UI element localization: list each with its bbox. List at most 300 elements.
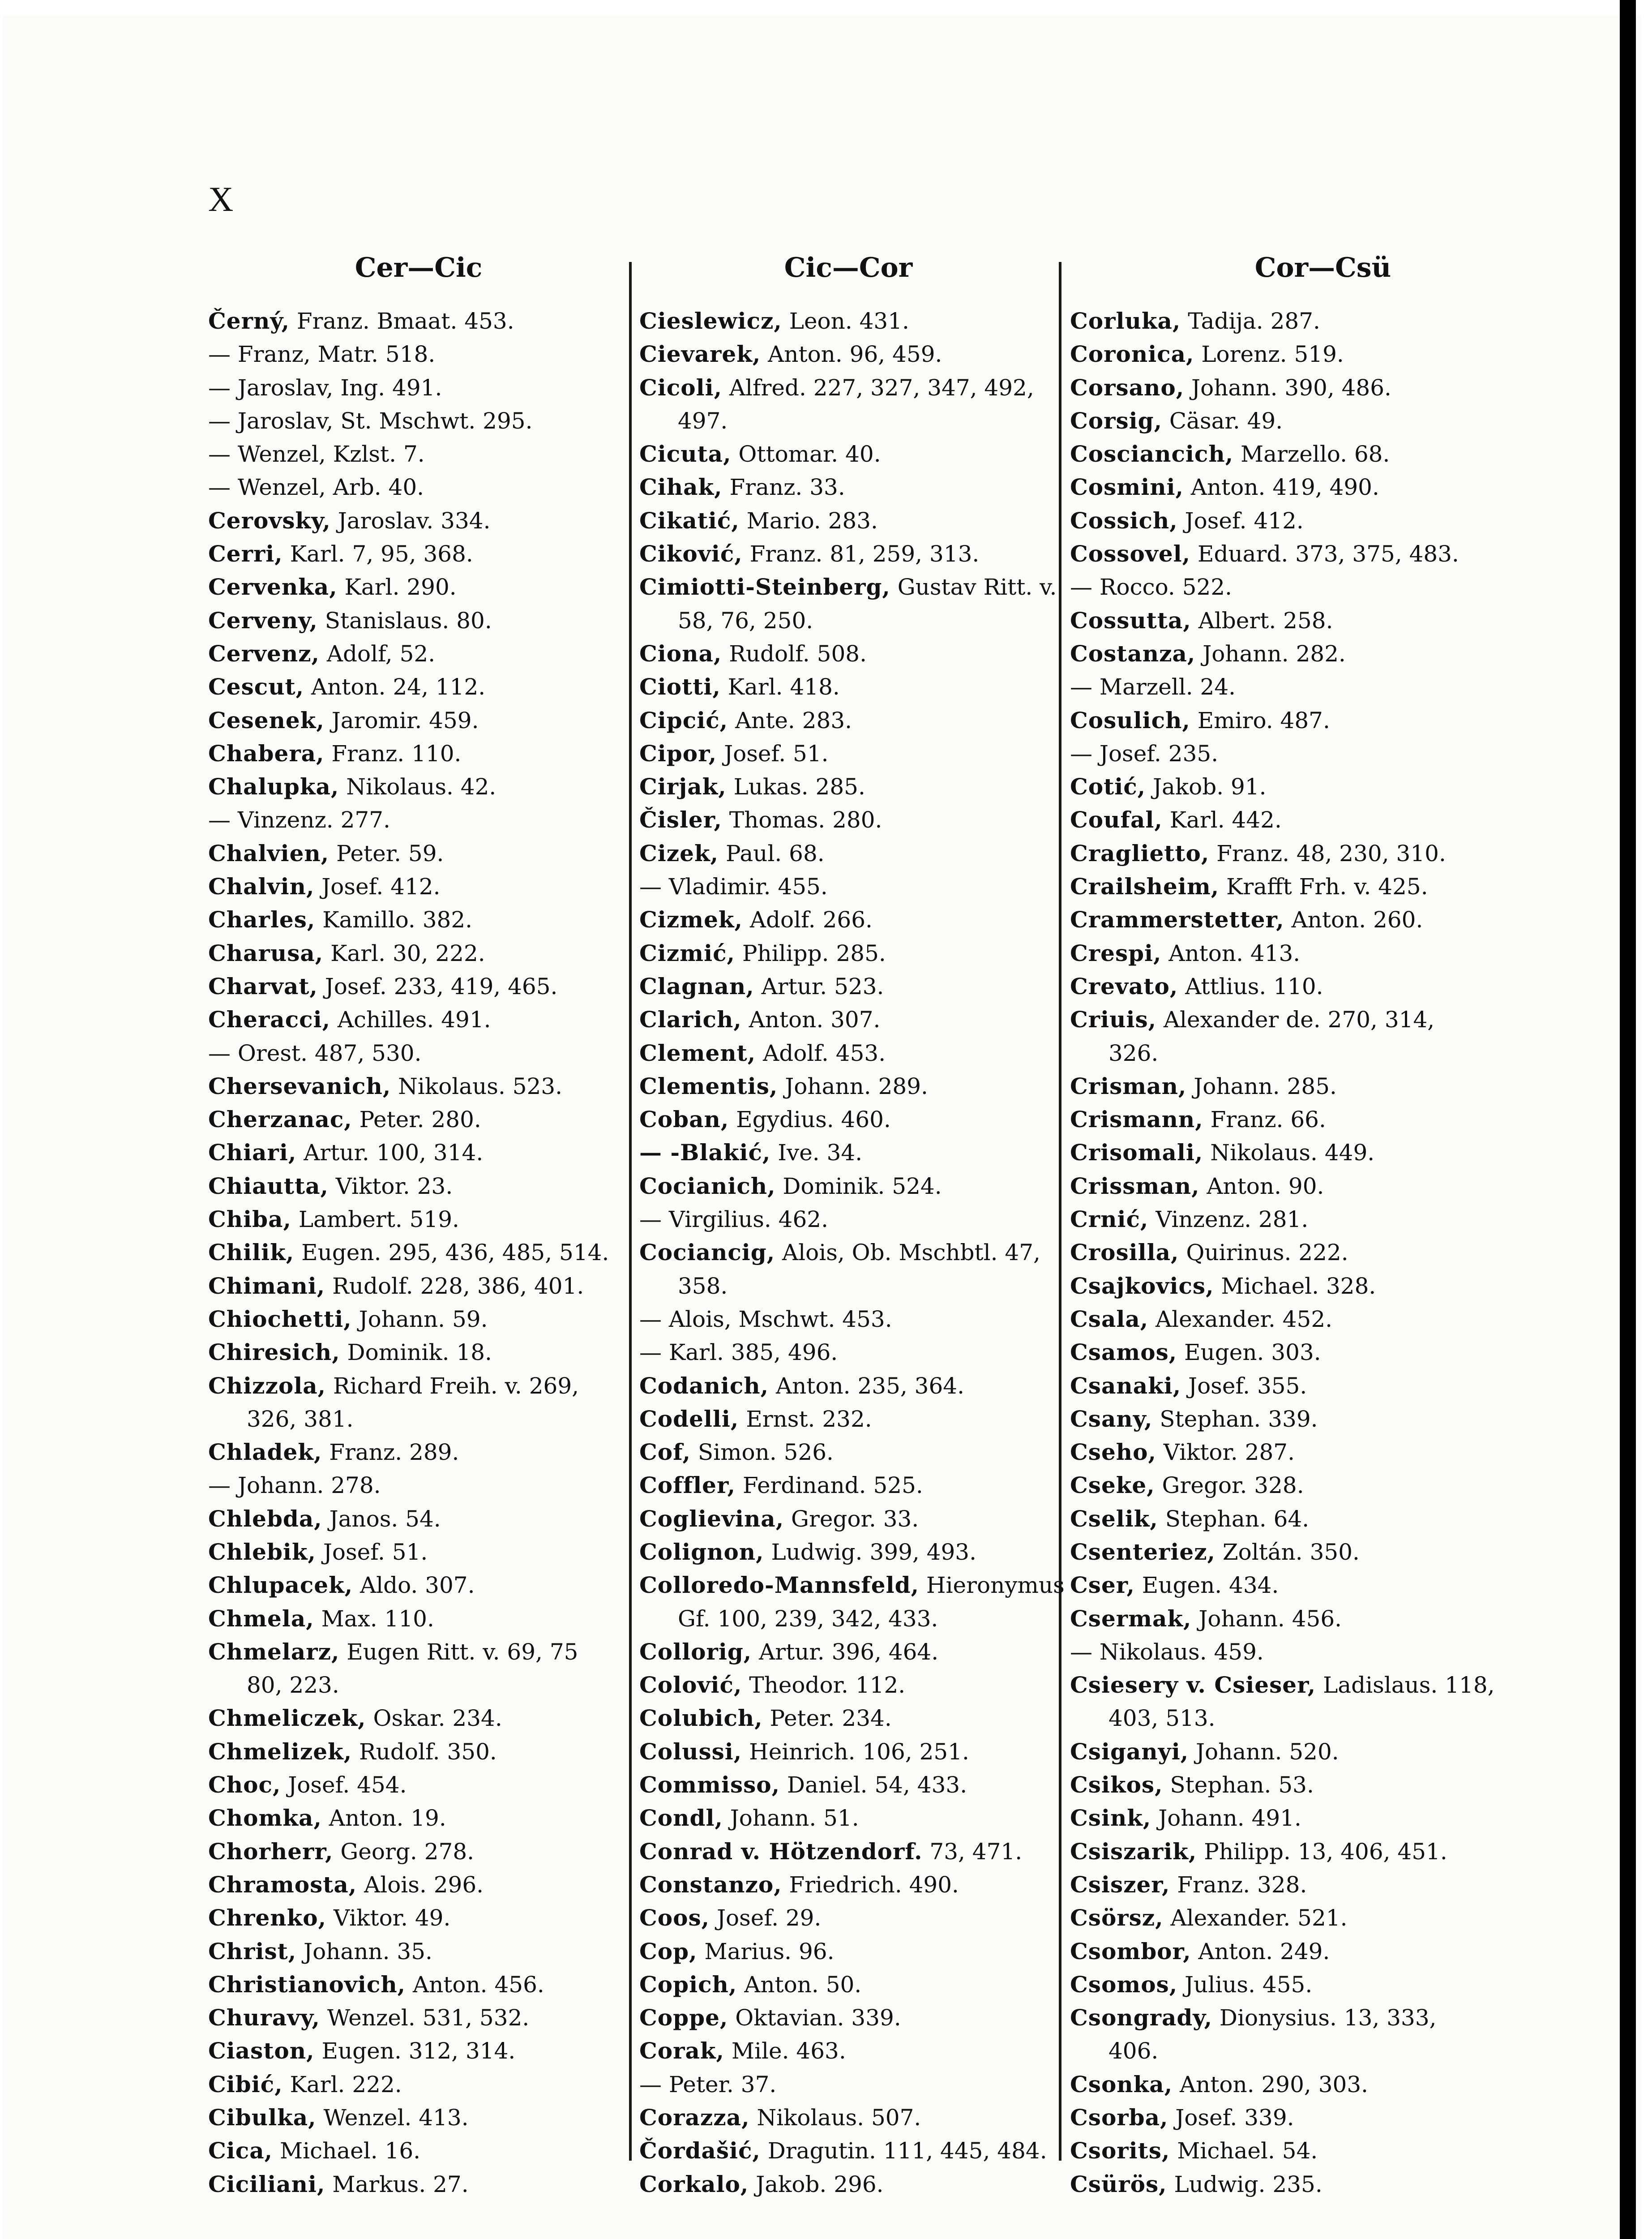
entry-details: Dominik. 18. (340, 1339, 492, 1366)
entry-details: Peter. 234. (762, 1705, 892, 1732)
index-entry (639, 1968, 1056, 2001)
index-entry (1070, 404, 1607, 438)
index-entry (639, 2134, 1056, 2167)
index-entry (208, 2034, 625, 2067)
index-entry (208, 1502, 625, 1536)
entry-surname: Costanza, (1070, 640, 1196, 667)
entry-surname: Cihak, (639, 474, 723, 501)
entry-surname: Cosmini, (1070, 474, 1184, 501)
entry-surname: Cikatić, (639, 507, 740, 534)
entry-details: Karl. 418. (720, 674, 840, 700)
entry-details: Franz. 328. (1170, 1871, 1307, 1898)
index-entry (1070, 1070, 1607, 1103)
entry-details: Gf. 100, 239, 342, 433. (678, 1605, 938, 1632)
entry-surname: Ciković, (639, 540, 743, 567)
entry-details: Markus. 27. (325, 2171, 469, 2197)
entry-surname: Cseke, (1070, 1472, 1155, 1499)
entry-surname: Craglietto, (1070, 840, 1210, 866)
entry-details: Johann. 491. (1151, 1805, 1301, 1832)
index-entry (639, 471, 1056, 504)
entry-surname: Csenteriez, (1070, 1538, 1215, 1565)
entry-surname: Coronica, (1070, 341, 1194, 368)
entry-surname: Conrad v. Hötzendorf. (639, 1838, 923, 1865)
entry-details: Anton. 24, 112. (304, 674, 486, 700)
index-entry (1070, 604, 1607, 637)
index-entry (1070, 537, 1607, 570)
entry-surname: Collorig, (639, 1638, 752, 1665)
entry-details: 358. (678, 1273, 728, 1299)
entry-details: Krafft Frh. v. 425. (1219, 874, 1428, 900)
index-entry (1070, 1136, 1607, 1169)
entry-details: Dragutin. 111, 445, 484. (760, 2138, 1047, 2164)
entry-details: Nikolaus. 523. (391, 1073, 563, 1099)
entry-surname: Corazza, (639, 2104, 750, 2131)
entry-details: Ferdinand. 525. (736, 1472, 923, 1499)
index-entry (639, 1170, 1056, 1203)
entry-details: Franz. 66. (1203, 1107, 1326, 1133)
entry-details: 497. (678, 407, 728, 434)
entry-details: Josef. 339. (1168, 2105, 1294, 2131)
entry-surname: Crisman, (1070, 1072, 1187, 1099)
entry-details: — Alois, Mschwt. 453. (639, 1306, 892, 1332)
index-entry (639, 1868, 1056, 1901)
entry-details: 80, 223. (247, 1672, 339, 1699)
index-entry (1070, 2168, 1607, 2201)
entry-surname: Clarich, (639, 1006, 742, 1033)
index-entry (208, 803, 625, 836)
index-entry (208, 1236, 625, 1269)
entry-details: Franz. 81, 259, 313. (742, 541, 980, 567)
entry-details: Philipp. 13, 406, 451. (1197, 1838, 1447, 1865)
column-divider (1059, 262, 1061, 2161)
entry-details: — Marzell. 24. (1070, 674, 1236, 700)
entry-surname: Cizmić, (639, 939, 735, 966)
entry-details: Eugen. 434. (1134, 1572, 1279, 1599)
entry-surname: Coufal, (1070, 806, 1163, 833)
entry-details: Lukas. 285. (726, 774, 865, 800)
entry-details: Alfred. 227, 327, 347, 492, (722, 374, 1034, 401)
entry-details: Eugen. 312, 314. (314, 2038, 516, 2064)
index-entry (208, 1070, 625, 1103)
entry-surname: Chlupacek, (208, 1572, 353, 1599)
entry-details: Stanislaus. 80. (317, 607, 492, 634)
index-entry (208, 1336, 625, 1369)
index-entry (639, 1436, 1056, 1469)
entry-surname: Ciotti, (639, 673, 721, 700)
column-header-1: Cer—Cic (355, 252, 483, 283)
entry-surname: Cossich, (1070, 507, 1178, 534)
index-entry (1070, 438, 1607, 471)
entry-surname: Coos, (639, 1904, 710, 1931)
index-entry (639, 1303, 1056, 1336)
entry-details: Jakob. 91. (1146, 774, 1267, 800)
index-entry (639, 1037, 1056, 1070)
entry-details: Stephan. 339. (1152, 1406, 1318, 1432)
entry-details: Egydius. 460. (729, 1107, 891, 1133)
entry-surname: Cop, (639, 1938, 698, 1964)
entry-details: — Vinzenz. 277. (208, 807, 390, 833)
entry-details: Michael. 54. (1170, 2138, 1318, 2164)
entry-details: Dionysius. 13, 333, (1212, 2005, 1437, 2031)
entry-details: Stephan. 53. (1163, 1772, 1314, 1798)
entry-details: Adolf. 453. (756, 1040, 886, 1066)
entry-details: Eugen Ritt. v. 69, 75 (339, 1639, 578, 1665)
index-entry (639, 2168, 1056, 2201)
entry-details: Julius. 455. (1177, 1971, 1313, 1998)
entry-details: Karl. 290. (337, 574, 457, 600)
index-entry (639, 604, 1056, 637)
entry-details: — Jaroslav, Ing. 491. (208, 374, 442, 401)
index-entry (1070, 471, 1607, 504)
entry-details: Josef. 355. (1181, 1373, 1307, 1399)
entry-details: — Peter. 37. (639, 2071, 777, 2097)
entry-details: Viktor. 49. (326, 1905, 451, 1931)
index-entry (639, 903, 1056, 936)
entry-surname: Ciciliani, (208, 2170, 325, 2197)
index-entry (1070, 1270, 1607, 1303)
entry-surname: Csongrady, (1070, 2004, 1212, 2031)
entry-details: Lorenz. 519. (1194, 341, 1344, 368)
index-entry (208, 670, 625, 703)
entry-surname: Chrenko, (208, 1904, 327, 1931)
index-entry (639, 870, 1056, 903)
index-entry (208, 604, 625, 637)
index-entry (1070, 2034, 1607, 2067)
index-entry (639, 937, 1056, 970)
index-entry (639, 1136, 1056, 1169)
entry-surname: Cosulich, (1070, 707, 1190, 733)
entry-details: Nikolaus. 42. (339, 774, 496, 800)
entry-details: Ottomar. 40. (731, 441, 881, 468)
entry-details: Gregor. 33. (784, 1506, 919, 1532)
index-entry (208, 2068, 625, 2101)
index-entry (208, 970, 625, 1003)
entry-surname: Cizmek, (639, 906, 743, 933)
entry-surname: Coban, (639, 1106, 729, 1133)
index-entry (639, 1835, 1056, 1868)
entry-surname: Crammerstetter, (1070, 906, 1284, 933)
entry-details: — Vladimir. 455. (639, 874, 828, 900)
entry-details: Heinrich. 106, 251. (742, 1738, 969, 1765)
entry-surname: Csiganyi, (1070, 1738, 1189, 1765)
entry-surname: Constanzo, (639, 1871, 782, 1898)
index-entry (1070, 970, 1607, 1003)
entry-details: Anton. 307. (741, 1007, 881, 1033)
entry-surname: Crismann, (1070, 1106, 1203, 1133)
entry-details: Anton. 249. (1191, 1938, 1330, 1964)
index-entry (1070, 1768, 1607, 1801)
index-entry (208, 1369, 625, 1403)
entry-details: Nikolaus. 507. (749, 2105, 921, 2131)
entry-surname: Codelli, (639, 1405, 739, 1432)
index-entry (639, 504, 1056, 537)
index-entry (1070, 637, 1607, 670)
column-divider (629, 262, 632, 2161)
entry-surname: Cherzanac, (208, 1106, 352, 1133)
entry-details: Janos. 54. (322, 1506, 441, 1532)
index-entry (1070, 1203, 1607, 1236)
entry-surname: Churavy, (208, 2004, 320, 2031)
entry-surname: Chlebik, (208, 1538, 316, 1565)
index-entry (639, 1070, 1056, 1103)
index-entry (639, 1369, 1056, 1403)
entry-surname: Csiszarik, (1070, 1838, 1197, 1865)
entry-details: Eduard. 373, 375, 483. (1190, 541, 1459, 567)
index-entry (1070, 1170, 1607, 1203)
index-entry (639, 1003, 1056, 1036)
index-entry (208, 1037, 625, 1070)
entry-surname: Chalvin, (208, 873, 315, 900)
entry-details: Johann. 285. (1186, 1073, 1337, 1099)
entry-details: Anton. 235, 364. (769, 1373, 965, 1399)
entry-details: Anton. 419, 490. (1183, 474, 1379, 501)
entry-details: Anton. 90. (1199, 1173, 1324, 1199)
entry-details: — Virgilius. 462. (639, 1206, 828, 1233)
index-entry (1070, 504, 1607, 537)
entry-details: 403, 513. (1108, 1705, 1215, 1732)
entry-details: Anton. 290, 303. (1173, 2071, 1369, 2097)
index-entry (1070, 704, 1607, 737)
entry-details: Karl. 30, 222. (323, 940, 485, 966)
entry-surname: Cotić, (1070, 773, 1146, 800)
index-entry (1070, 1469, 1607, 1502)
index-entry (639, 704, 1056, 737)
entry-surname: Čisler, (639, 806, 722, 833)
entry-surname: Charusa, (208, 939, 324, 966)
entry-details: Wenzel. 531, 532. (320, 2005, 530, 2031)
index-entry (639, 670, 1056, 703)
index-entry (1070, 1436, 1607, 1469)
index-entry (1070, 837, 1607, 870)
entry-surname: Csajkovics, (1070, 1272, 1214, 1299)
index-entry (639, 404, 1056, 438)
entry-details: Aldo. 307. (353, 1572, 475, 1599)
index-entry (639, 338, 1056, 371)
index-entry (639, 837, 1056, 870)
index-entry (208, 305, 625, 338)
entry-details: Ludwig. 235. (1167, 2171, 1322, 2197)
index-entry (208, 537, 625, 570)
entry-surname: Copich, (639, 1971, 737, 1998)
index-entry (1070, 803, 1607, 836)
entry-details: Ernst. 232. (739, 1406, 872, 1432)
entry-details: Michael. 16. (273, 2138, 421, 2164)
index-entry (1070, 737, 1607, 770)
entry-surname: Cicuta, (639, 441, 732, 468)
entry-surname: Chizzola, (208, 1372, 326, 1399)
entry-surname: Csorba, (1070, 2104, 1168, 2131)
index-entry (1070, 1103, 1607, 1136)
entry-surname: Csink, (1070, 1805, 1151, 1832)
entry-details: Adolf. 266. (742, 907, 873, 933)
index-entry (1070, 305, 1607, 338)
entry-surname: Chilik, (208, 1239, 295, 1266)
entry-details: Alexander de. 270, 314, (1156, 1007, 1435, 1033)
index-entry (1070, 770, 1607, 803)
entry-surname: Chiba, (208, 1206, 291, 1233)
entry-surname: Chiautta, (208, 1172, 329, 1199)
entry-details: Alexander. 521. (1163, 1905, 1348, 1931)
index-entry (208, 1835, 625, 1868)
index-entry (208, 504, 625, 537)
entry-details: Nikolaus. 449. (1203, 1140, 1375, 1166)
entry-details: — Rocco. 522. (1070, 574, 1232, 600)
entry-details: Artur. 396, 464. (752, 1639, 939, 1665)
entry-surname: Colignon, (639, 1538, 764, 1565)
entry-surname: Crisomali, (1070, 1139, 1203, 1166)
entry-details: — Karl. 385, 496. (639, 1339, 838, 1366)
entry-details: Franz. 110. (324, 740, 462, 767)
entry-surname: Csorits, (1070, 2137, 1170, 2164)
entry-surname: Chiresich, (208, 1339, 340, 1366)
entry-surname: Colloredo-Mannsfeld, (639, 1572, 919, 1599)
entry-surname: Corak, (639, 2037, 724, 2064)
index-entry (639, 1270, 1056, 1303)
index-entry (208, 1403, 625, 1436)
entry-details: Georg. 278. (333, 1838, 475, 1865)
index-entry (1070, 1536, 1607, 1569)
entry-details: Ludwig. 399, 493. (764, 1539, 977, 1565)
entry-surname: Charles, (208, 906, 316, 933)
index-entry (639, 1403, 1056, 1436)
entry-details: Hieronymus (919, 1572, 1065, 1599)
entry-details: Ive. 34. (770, 1140, 863, 1166)
entry-details: Gregor. 328. (1155, 1472, 1304, 1499)
index-entry (1070, 570, 1607, 604)
index-entry (208, 1935, 625, 1968)
entry-details: — Johann. 278. (208, 1472, 381, 1499)
entry-details: Cäsar. 49. (1162, 407, 1283, 434)
entry-details: Josef. 412. (314, 874, 441, 900)
index-entry (1070, 1336, 1607, 1369)
index-entry (639, 1536, 1056, 1569)
entry-details: Peter. 59. (329, 840, 444, 866)
entry-surname: Chalupka, (208, 773, 339, 800)
entry-details: Rudolf. 508. (722, 640, 867, 667)
index-entry (639, 970, 1056, 1003)
entry-details: Jakob. 296. (749, 2171, 884, 2197)
entry-surname: Chmelarz, (208, 1638, 340, 1665)
entry-surname: Csonka, (1070, 2071, 1173, 2097)
entry-surname: Cselik, (1070, 1505, 1158, 1532)
index-entry (639, 737, 1056, 770)
entry-surname: Cerveny, (208, 607, 318, 634)
entry-details: Zoltán. 350. (1215, 1539, 1360, 1565)
entry-surname: Cheracci, (208, 1006, 330, 1033)
entry-details: Philipp. 285. (735, 940, 886, 966)
entry-surname: Cseho, (1070, 1439, 1156, 1466)
index-entry (1070, 2101, 1607, 2134)
entry-details: Quirinus. 222. (1179, 1240, 1348, 1266)
entry-surname: Chramosta, (208, 1871, 357, 1898)
entry-surname: Cossutta, (1070, 607, 1191, 634)
index-entry (1070, 937, 1607, 970)
entry-surname: Csanaki, (1070, 1372, 1181, 1399)
index-entry (208, 1901, 625, 1934)
entry-surname: Chiochetti, (208, 1305, 352, 1332)
entry-surname: Cosciancich, (1070, 441, 1234, 468)
entry-details: Josef. 51. (316, 1539, 428, 1565)
entry-surname: Charvat, (208, 973, 318, 999)
index-entry (208, 870, 625, 903)
index-entry (639, 1469, 1056, 1502)
entry-surname: Cievarek, (639, 341, 761, 368)
entry-details: — Wenzel, Kzlst. 7. (208, 441, 425, 468)
entry-surname: Chabera, (208, 740, 325, 767)
entry-surname: Christianovich, (208, 1971, 406, 1998)
entry-surname: Chersevanich, (208, 1072, 391, 1099)
index-entry (1070, 1037, 1607, 1070)
index-entry (208, 1768, 625, 1801)
index-entry (208, 637, 625, 670)
entry-details: Josef. 454. (281, 1772, 407, 1798)
entry-details: Vinzenz. 281. (1148, 1206, 1309, 1233)
index-entry (1070, 1868, 1607, 1901)
entry-details: Eugen. 303. (1177, 1339, 1321, 1366)
index-entry (208, 1801, 625, 1835)
entry-details: 326. (1108, 1040, 1159, 1066)
index-entry (639, 1236, 1056, 1269)
index-entry (639, 1768, 1056, 1801)
index-entry (639, 637, 1056, 670)
index-entry (208, 1103, 625, 1136)
index-entry (208, 1436, 625, 1469)
entry-surname: Cipcić, (639, 707, 728, 733)
index-entry (1070, 1935, 1607, 1968)
index-entry (208, 1170, 625, 1203)
entry-surname: Černý, (208, 308, 290, 334)
index-entry (208, 1968, 625, 2001)
index-entry (1070, 1602, 1607, 1635)
entry-surname: Cerovsky, (208, 507, 331, 534)
entry-surname: Crissman, (1070, 1172, 1200, 1199)
entry-details: Ladislaus. 118, (1316, 1672, 1495, 1699)
index-entry (208, 1003, 625, 1036)
entry-details: — Franz, Matr. 518. (208, 341, 436, 368)
entry-surname: Csala, (1070, 1305, 1149, 1332)
index-entry (639, 1103, 1056, 1136)
entry-details: Friedrich. 490. (782, 1871, 959, 1898)
index-entry (208, 404, 625, 438)
index-entry (208, 903, 625, 936)
entry-surname: Čordašić, (639, 2137, 761, 2164)
index-entry (639, 1901, 1056, 1934)
index-entry (208, 1536, 625, 1569)
entry-details: Dominik. 524. (775, 1173, 942, 1199)
entry-details: Ante. 283. (728, 707, 852, 733)
entry-surname: Cieslewicz, (639, 308, 782, 334)
index-entry (1070, 1968, 1607, 2001)
entry-details: Josef. 412. (1177, 507, 1304, 534)
index-entry (1070, 338, 1607, 371)
index-entry (1070, 1801, 1607, 1835)
entry-details: 326, 381. (247, 1406, 354, 1432)
entry-details: Karl. 442. (1162, 807, 1282, 833)
entry-details: Josef. 233, 419, 465. (317, 973, 558, 999)
index-entry (208, 1203, 625, 1236)
entry-surname: Crailsheim, (1070, 873, 1220, 900)
index-entry (639, 1801, 1056, 1835)
entry-details: Jaromir. 459. (324, 707, 479, 733)
index-entry (639, 770, 1056, 803)
entry-surname: Cocianich, (639, 1172, 776, 1199)
entry-surname: Coglievina, (639, 1505, 784, 1532)
entry-surname: Clagnan, (639, 973, 754, 999)
index-entry (208, 837, 625, 870)
entry-surname: Colubich, (639, 1705, 763, 1732)
index-entry (1070, 1735, 1607, 1768)
index-entry (208, 1469, 625, 1502)
